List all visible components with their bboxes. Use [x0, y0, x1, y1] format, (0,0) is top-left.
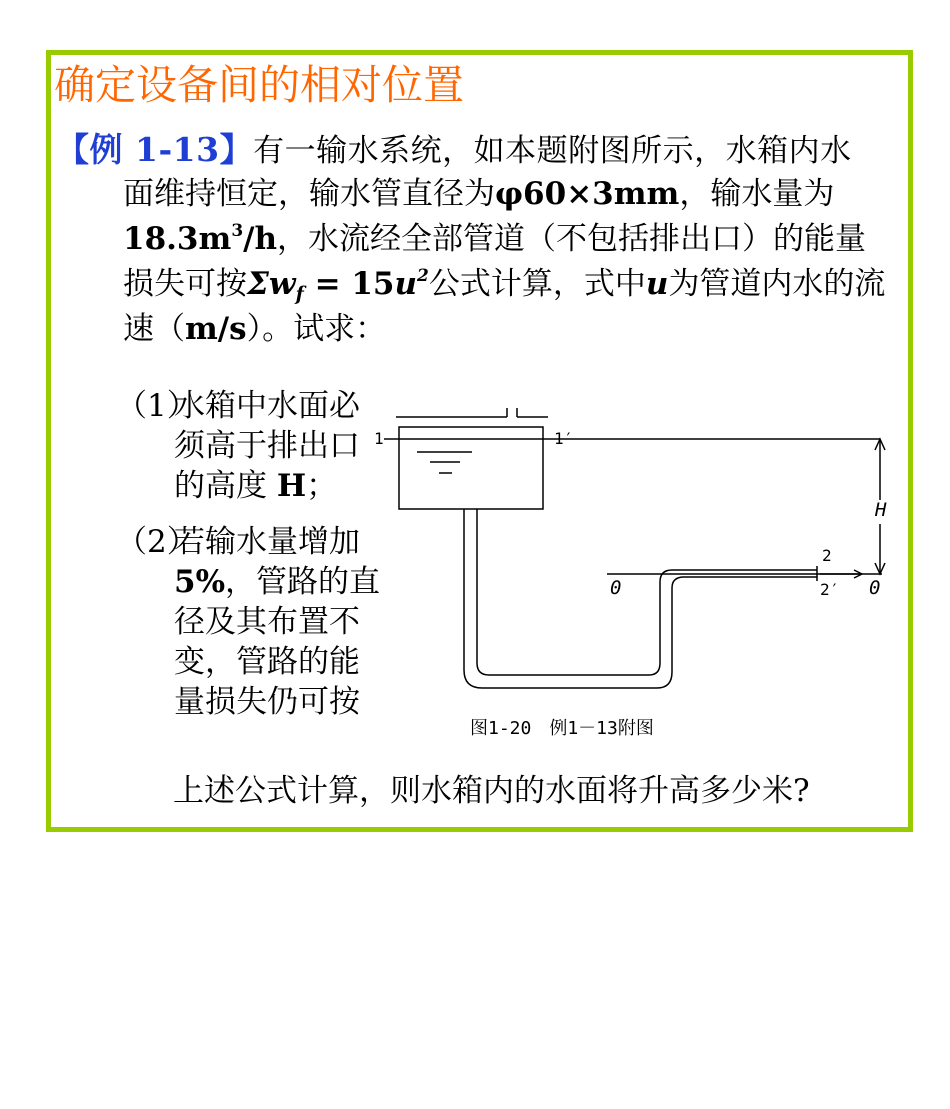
question-2-line: 若输水量增加: [174, 524, 360, 560]
flow-rate-exponent: 3: [231, 221, 244, 241]
question-2-final-line: 上述公式计算，则水箱内的水面将升高多少米?: [173, 773, 810, 809]
problem-text: ，输水量为: [679, 176, 835, 212]
height-symbol: H: [276, 468, 307, 504]
problem-line-2: [56, 173, 901, 218]
section-1-prime-label: 1′: [554, 429, 574, 448]
question-2-line: 径及其布置不: [174, 604, 360, 640]
question-2-text: ，管路的直: [225, 564, 381, 600]
question-2-label: （2）: [116, 524, 198, 560]
question-2: [116, 522, 406, 722]
velocity-exponent: 2: [417, 266, 429, 286]
problem-text: ）。试求：: [246, 311, 387, 347]
question-1-line: [174, 466, 384, 506]
problem-line-4: [56, 263, 901, 308]
question-2-line: 量损失仍可按: [174, 684, 360, 720]
problem-text: 速（: [123, 311, 185, 347]
velocity-symbol: u: [394, 266, 418, 302]
pipe-outer: [464, 509, 817, 688]
section-2-prime-label: 2′: [820, 580, 840, 599]
problem-line-3: [56, 218, 901, 263]
question-1-line: 须高于排出口: [174, 428, 360, 464]
question-2-line: [174, 562, 384, 602]
problem-line-5: [56, 308, 901, 353]
flow-rate: 18.3m: [123, 221, 232, 257]
question-1: [116, 386, 406, 506]
problem-text: ，水流经全部管道（不包括排出口）的能量: [277, 221, 867, 257]
loss-equals: = 15: [303, 266, 395, 302]
water-system-figure: [372, 400, 902, 750]
problem-text: 公式计算，式中: [428, 266, 646, 302]
example-tag: 【例 1-13】: [56, 130, 254, 169]
slide-title: 确定设备间的相对位置: [54, 61, 464, 109]
velocity-symbol-2: u: [645, 266, 669, 302]
question-list: [116, 386, 406, 738]
question-1-line: 水箱中水面必: [174, 388, 360, 424]
increase-percent: 5%: [174, 564, 226, 600]
question-1-text: 的高度: [174, 468, 277, 504]
pipe-diameter: φ60×3mm: [495, 176, 680, 212]
problem-statement: [56, 128, 901, 353]
system-diagram: [372, 400, 902, 750]
velocity-unit: m/s: [185, 311, 247, 347]
figure-caption: 图1-20 例1－13附图: [470, 718, 654, 739]
height-label: H: [875, 499, 887, 521]
problem-text: 面维持恒定，输水管直径为: [123, 176, 495, 212]
question-1-text: ；: [306, 468, 338, 504]
question-2-line: 变，管路的能: [174, 644, 360, 680]
flow-rate-unit: /h: [243, 221, 278, 257]
problem-text: 损失可按: [123, 266, 247, 302]
pipe-inner: [477, 509, 817, 675]
loss-symbol: Σw: [247, 266, 296, 302]
problem-line-1: [56, 128, 901, 173]
question-1-label: （1）: [116, 388, 198, 424]
problem-text: 有一输水系统，如本题附图所示，水箱内水: [253, 133, 852, 169]
datum-right-label: 0: [869, 577, 881, 599]
datum-left-label: 0: [610, 577, 622, 599]
problem-text: 为管道内水的流: [668, 266, 886, 302]
section-1-label: 1: [374, 429, 384, 448]
section-2-label: 2: [822, 546, 832, 565]
loss-subscript: f: [295, 283, 304, 305]
